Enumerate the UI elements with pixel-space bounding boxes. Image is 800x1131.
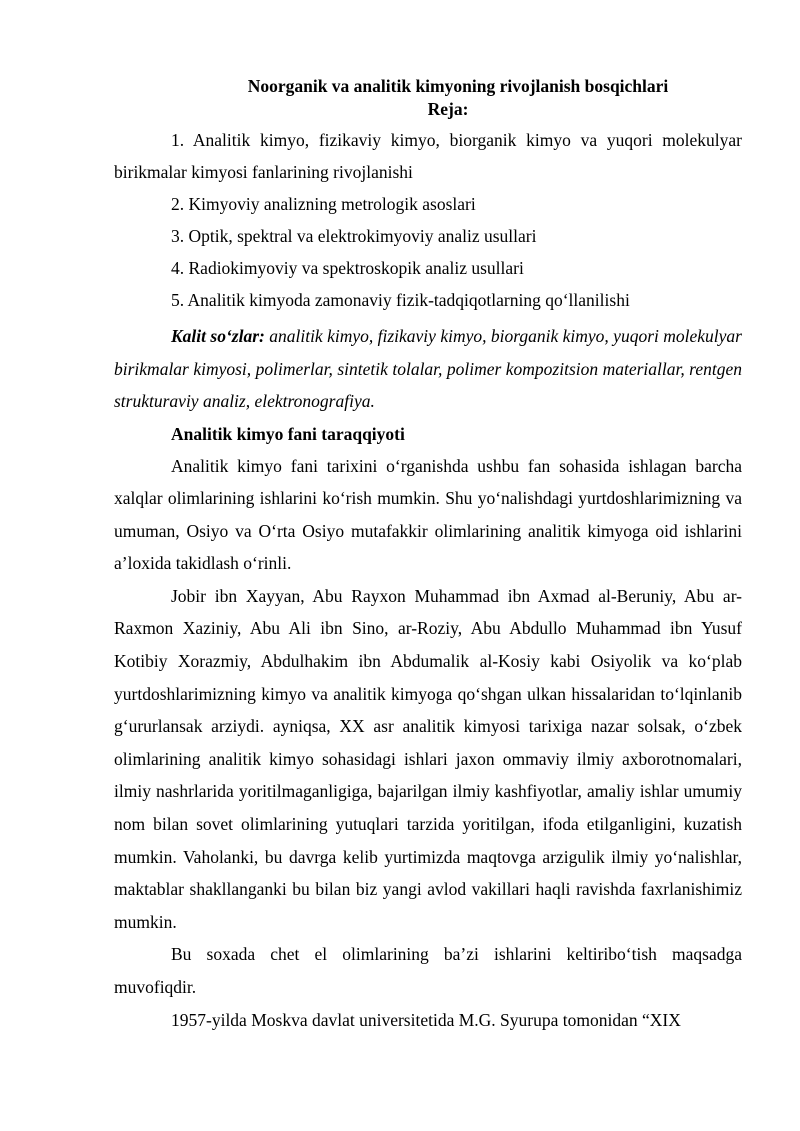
plan-heading: Reja: (427, 99, 469, 119)
body-paragraph: Analitik kimyo fani tarixini o‘rganishda ushbu fan sohasida ishlagan barcha xalqlar olimlarining ishlarini ko‘rish mumkin. Shu yo‘nalishdagi yurtdoshlarimizning va umuman, Osiyo va O‘rta Osiyo mutafakkir olimlarining analitik kimyoga oid ishlarini a’loxida takidlash o‘rinli. (114, 455, 742, 574)
body-paragraph: 1957-yilda Moskva davlat universitetida M.G. Syurupa tomonidan “XIX (171, 1009, 681, 1030)
body-paragraph: Jobir ibn Xayyan, Abu Rayxon Muhammad ibn Axmad al-Beruniy, Abu ar-Raxmon Xaziniy, Abu Ali ibn Sino, ar-Roziy, Abu Abdullo Muhammad ibn Yusuf Kotibiy Xorazmiy, Abdulhakim ibn Abdumalik al-Kosiy kabi Osiyolik va ko‘plab yurtdoshlarimizning kimyo va analitik kimyoga qo‘shgan ulkan hissalaridan to‘lqinlanib g‘ururlansak arziydi. ayniqsa, XX asr analitik kimyosi tarixiga nazar solsak, o‘zbek olimlarining analitik kimyo sohasidagi ishlari jaxon ommaviy ilmiy axborotnomalari, ilmiy nashrlarida yoritilmaganligiga, bajarilgan ilmiy kashfiyotlar, amaliy ishlar umumiy nom bilan sovet olimlarining yutuqlari tarzida yoritilgan, ifoda etilganligini, kuzatish mumkin. Vaholanki, bu davrga kelib yurtimizda maqtovga arzigulik ilmiy yo‘nalishlar, maktablar shakllanganki bu bilan biz yangi avlod vakillari haqli ravishda faxrlanishimiz mumkin. (114, 585, 742, 932)
plan-item: 3. Optik, spektral va elektrokimyoviy analiz usullari (171, 226, 537, 246)
section-heading: Analitik kimyo fani taraqqiyoti (171, 423, 405, 444)
body-paragraph: Bu soxada chet el olimlarining ba’zi ishlarini keltiribo‘tish maqsadga muvofiqdir. (114, 944, 742, 997)
plan-item: 5. Analitik kimyoda zamonaviy fizik-tadqiqotlarning qo‘llanilishi (171, 290, 630, 310)
plan-item: 2. Kimyoviy analizning metrologik asoslari (171, 194, 476, 214)
plan-item: 1. Analitik kimyo, fizikaviy kimyo, biorganik kimyo va yuqori molekulyar birikmalar kimyosi fanlarining rivojlanishi (114, 130, 742, 182)
document-title: Noorganik va analitik kimyoning rivojlanish bosqichlari (247, 76, 669, 96)
keywords-text: analitik kimyo, fizikaviy kimyo, biorganik kimyo, yuqori molekulyar birikmalar kimyosi, polimerlar, sintetik tolalar, polimer kompozitsion materiallar, rentgen strukturaviy analiz, elektronografiya. (114, 326, 742, 411)
keywords-paragraph (114, 320, 742, 418)
plan-item: 4. Radiokimyoviy va spektroskopik analiz usullari (171, 258, 524, 278)
keywords-label: Kalit so‘zlar: (171, 326, 265, 346)
document-page (114, 74, 742, 1036)
